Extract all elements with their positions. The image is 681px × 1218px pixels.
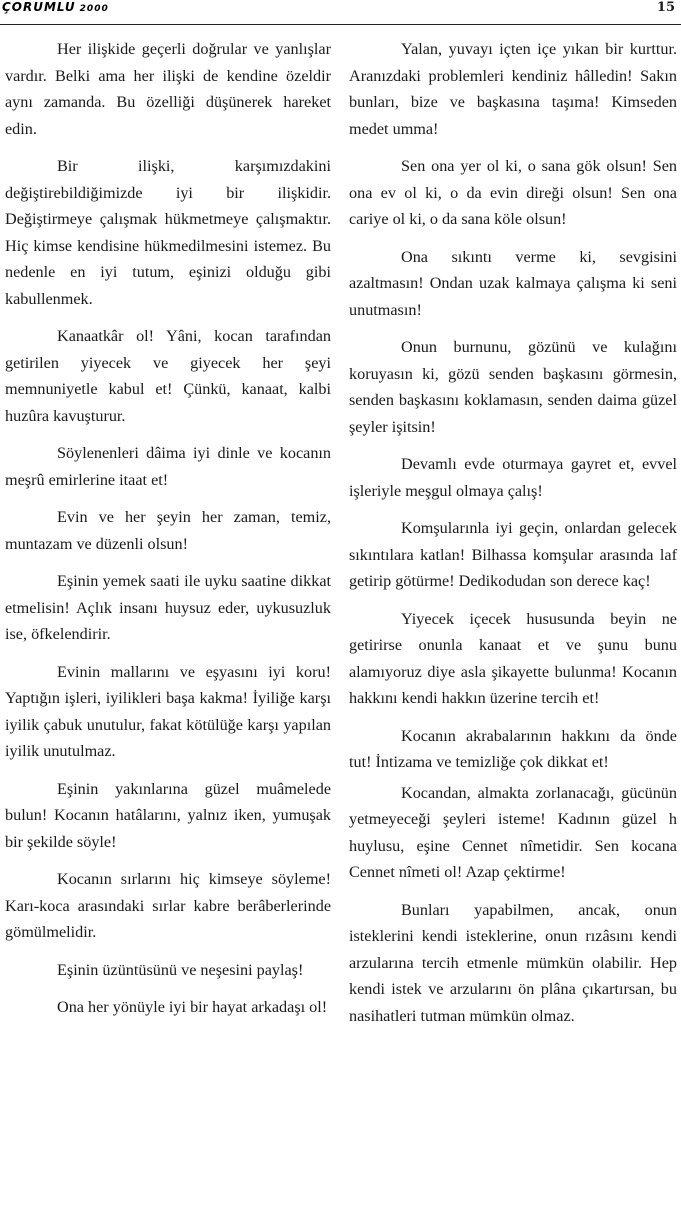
paragraph: Eşinin üzüntüsünü ve neşesini paylaş! <box>57 960 304 979</box>
paragraph: Kocandan, almakta zorlanacağı, gücünün yetmeyeceği şeyleri isteme! Kadının güzel h huylusu, eşine Cennet nîmetidir. Sen kocana Cennet nîmeti ol! Azap çektirme! <box>349 783 677 881</box>
page-number: 15 <box>656 0 675 15</box>
paragraph: Her ilişkide geçerli doğrular ve yanlışlar vardır. Belki ama her ilişki de kendine özeldir aynı zamanda. Bu özelliği düşünerek hareket edin. <box>5 40 331 138</box>
paragraph: Eşinin yakınlarına güzel muâmelede bulun! Kocanın hatâlarını, yalnız iken, yumuşak bir şekilde söyle! <box>5 779 331 851</box>
paragraph: Onun burnunu, gözünü ve kulağını koruyasın ki, gözü senden başkasını görmesin, senden başkasını koklamasın, senden daima güzel şeyler işitsin! <box>349 338 677 436</box>
paragraph: Kocanın sırlarını hiç kimseye söyleme! Karı-koca arasındaki sırlar kabre berâberlerinde gömülmelidir. <box>5 870 331 941</box>
paragraph: Devamlı evde oturmaya gayret et, evvel işleriyle meşgul olmaya çalış! <box>349 455 677 500</box>
paragraph: Kocanın akrabalarının hakkını da önde tut! İntizama ve temizliğe çok dikkat et! <box>349 726 677 771</box>
paragraph: Ona her yönüyle iyi bir hayat arkadaşı ol! <box>57 998 328 1016</box>
paragraph: Eşinin yemek saati ile uyku saatine dikkat etmelisin! Açlık insanı huysuz eder, uykusuzluk ise, öfkelendirir. <box>5 572 331 643</box>
paragraph: Yiyecek içecek hususunda beyin ne getirirse onunla kanaat et ve şunu bunu alamıyoruz diye asla şikayette bulunma! Kocanın hakkını kendi hakkın üzerine tercih et! <box>349 609 677 707</box>
paragraph: Evinin mallarını ve eşyasını iyi koru! Yaptığın işleri, iyilikleri başa kakma! İyiliğe karşı iyilik çabuk unutulur, fakat kötülüğe karşı yapılan iyilik unutulmaz. <box>5 662 331 760</box>
paragraph: Evin ve her şeyin her zaman, temiz, muntazam ve düzenli olsun! <box>5 508 331 553</box>
magazine-title <box>2 0 109 14</box>
paragraph: Yalan, yuvayı içten içe yıkan bir kurttur. Aranızdaki problemleri kendiniz hâlledin! Sakın bunları, bize ve başkasına taşıma! Kimseden medet umma! <box>349 40 677 138</box>
paragraph: Bunları yapabilmen, ancak, onun isteklerini kendi isteklerine, onun rızâsını kendi arzularına tercih etmenle mümkün olabilir. Hep kendi istek ve arzularını ön plâna çıkartırsan, bu nasihatleri tutman mümkün olmaz. <box>349 900 677 1025</box>
paragraph: Söylenenleri dâima iyi dinle ve kocanın meşrû emirlerine itaat et! <box>5 444 331 489</box>
left-column <box>5 36 331 1032</box>
paragraph: Bir ilişki, karşımızdakini değiştirebildiğimizde iyi bir ilişkidir. Değiştirmeye çalışmak hükmetmeye çalışmaktır. Hiç kimse kendisine hükmedilmesini istemez. Bu nedenle en iyi tutum, eşinizi olduğu gibi kabullenmek. <box>5 157 331 308</box>
right-column <box>349 36 677 1040</box>
magazine-name: ÇORUMLU <box>2 0 76 14</box>
paragraph: Kanaatkâr ol! Yâni, kocan tarafından getirilen yiyecek ve giyecek her şeyi memnuniyetle kabul et! Çünkü, kanaat, kalbi huzûra kavuşturur. <box>5 327 331 425</box>
magazine-year: 2000 <box>79 4 109 14</box>
paragraph: Sen ona yer ol ki, o sana gök olsun! Sen ona ev ol ki, o da evin direği olsun! Sen ona cariye ol ki, o da sana köle olsun! <box>349 157 677 228</box>
paragraph: Komşularınla iyi geçin, onlardan gelecek sıkıntılara katlan! Bilhassa komşular arasında laf getirip götürme! Dedikodudan son derece kaç! <box>349 519 677 590</box>
page-header <box>0 0 681 25</box>
paragraph: Ona sıkıntı verme ki, sevgisini azaltmasın! Ondan uzak kalmaya çalışma ki seni unutmasın! <box>349 247 677 319</box>
